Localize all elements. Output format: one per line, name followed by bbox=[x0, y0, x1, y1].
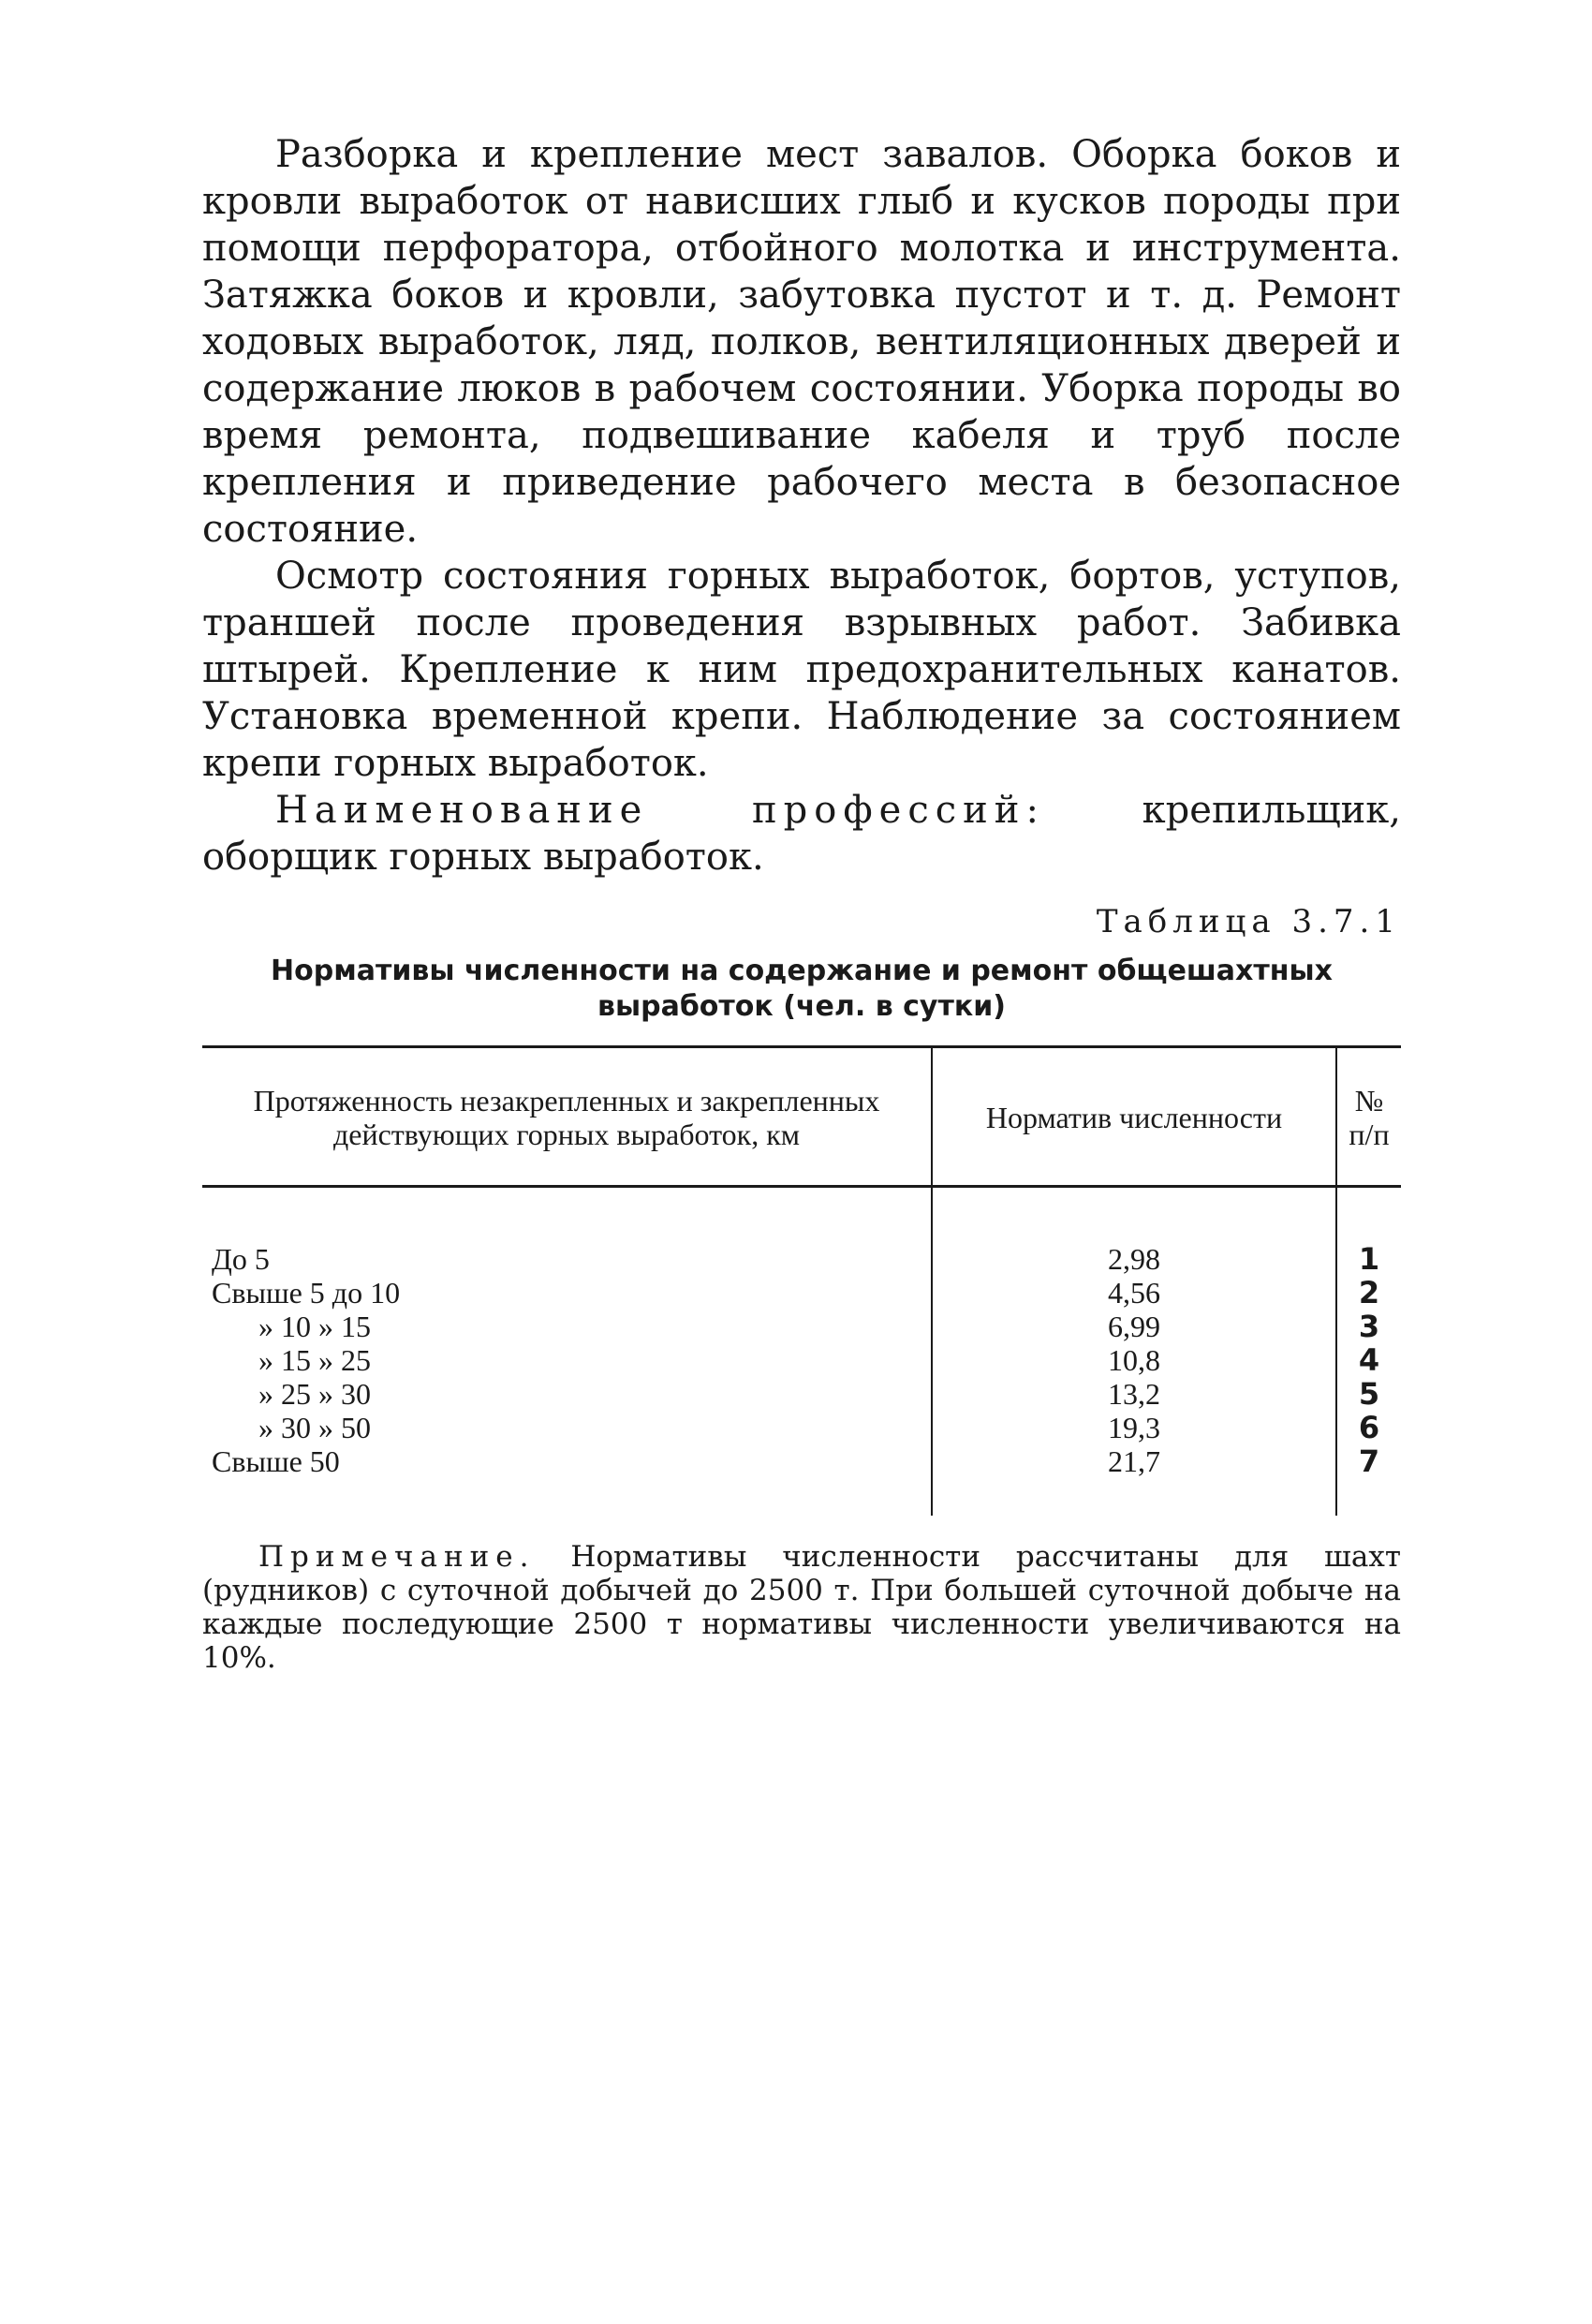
note-text: Нормативы численности рассчитаны для шахт (рудников) с суточной добычей до 2500 т. При большей суточной добыче на каждые последующие 2500 т нормативы численности увеличиваются на 10%. bbox=[202, 1540, 1401, 1675]
professions-label: Наименование профессий: bbox=[275, 789, 1045, 832]
table-row bbox=[202, 1276, 1401, 1310]
cell-norm: 4,56 bbox=[932, 1276, 1336, 1310]
table-header-row bbox=[202, 1047, 1401, 1187]
header-norm: Норматив численности bbox=[932, 1047, 1336, 1187]
cell-norm: 21,7 bbox=[932, 1444, 1336, 1516]
table-row bbox=[202, 1187, 1401, 1277]
cell-length: До 5 bbox=[212, 1242, 270, 1276]
table-row bbox=[202, 1411, 1401, 1444]
cell-number: 1 bbox=[1358, 1241, 1380, 1277]
table-note bbox=[202, 1540, 1401, 1675]
table-title: Нормативы численности на содержание и ремонт общешахтных выработок (чел. в сутки) bbox=[271, 955, 1333, 1023]
cell-norm: 2,98 bbox=[932, 1187, 1336, 1277]
paragraph-professions bbox=[202, 787, 1401, 881]
cell-number: 2 bbox=[1358, 1275, 1380, 1310]
cell-norm: 6,99 bbox=[932, 1310, 1336, 1343]
cell-norm: 13,2 bbox=[932, 1377, 1336, 1411]
professions-text: крепильщик, оборщик горных выработок. bbox=[202, 789, 1402, 879]
document-page bbox=[202, 131, 1401, 1704]
cell-number: 4 bbox=[1358, 1342, 1380, 1378]
table-row bbox=[202, 1310, 1401, 1343]
table-row bbox=[202, 1343, 1401, 1377]
cell-number: 6 bbox=[1358, 1410, 1380, 1445]
norms-table bbox=[202, 1045, 1401, 1516]
cell-length: Свыше 50 bbox=[212, 1444, 340, 1478]
cell-length: » 25 » 30 bbox=[258, 1377, 371, 1411]
paragraph-work-description: Разборка и крепление мест завалов. Оборка боков и кровли выработок от нависших глыб и кусков породы при помощи перфоратора, отбойного молотка и инструмента. Затяжка боков и кровли, забутовка пустот и т. д. Ремонт ходовых выработок, ляд, полков, вентиляционных дверей и содержание люков в рабочем состоянии. Уборка породы во время ремонта, подвешивание кабеля и труб после крепления и приведение рабочего места в безопасное состояние. bbox=[202, 133, 1401, 551]
paragraph-inspection: Осмотр состояния горных выработок, бортов, уступов, траншей после проведения взрывных работ. Забивка штырей. Крепление к ним предохранительных канатов. Установка временной крепи. Наблюдение за состоянием крепи горных выработок. bbox=[202, 555, 1401, 785]
table-label: Таблица 3.7.1 bbox=[1096, 903, 1401, 940]
note-label: Примечание. bbox=[258, 1540, 536, 1574]
cell-length: Свыше 5 до 10 bbox=[212, 1276, 401, 1310]
cell-number: 5 bbox=[1358, 1376, 1380, 1412]
cell-length: » 30 » 50 bbox=[258, 1411, 371, 1444]
cell-number: 3 bbox=[1358, 1309, 1380, 1344]
cell-length: » 10 » 15 bbox=[258, 1310, 371, 1343]
cell-length: » 15 » 25 bbox=[258, 1343, 371, 1377]
table-row bbox=[202, 1444, 1401, 1516]
cell-number: 7 bbox=[1358, 1443, 1380, 1479]
table-row bbox=[202, 1377, 1401, 1411]
cell-norm: 10,8 bbox=[932, 1343, 1336, 1377]
cell-norm: 19,3 bbox=[932, 1411, 1336, 1444]
header-length: Протяженность незакрепленных и закрепленных действующих горных выработок, км bbox=[202, 1047, 932, 1187]
header-number: № п/п bbox=[1336, 1047, 1401, 1187]
